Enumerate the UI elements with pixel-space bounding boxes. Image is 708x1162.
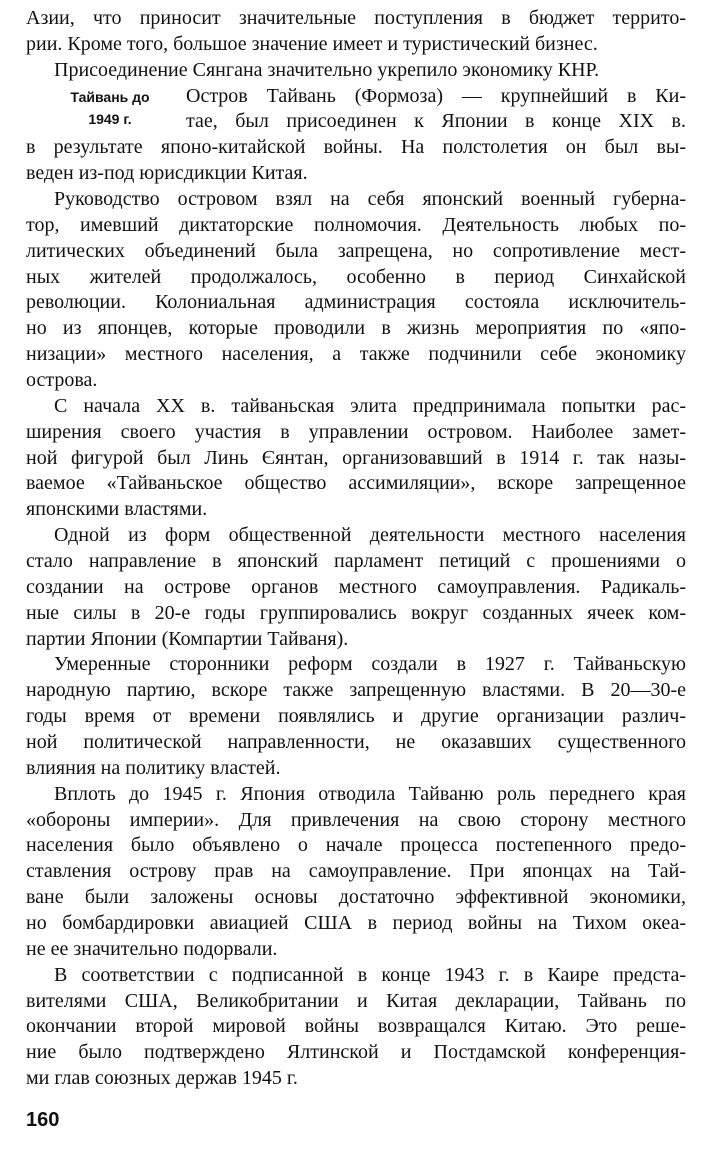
text-line: партии Японии (Компартии Тайваня). — [26, 628, 349, 650]
text-line: В соответствии с подписанной в конце 1943 г. в Каире предста- — [54, 964, 686, 986]
text-line: ных жителей продолжалось, особенно в период Синхайской — [26, 266, 686, 288]
text-line: ване были заложены основы достаточно эффективной экономики, — [26, 886, 686, 908]
text-line: тор, имевший диктаторские полномочия. Деятельность любых по- — [26, 214, 686, 236]
text-line: «обороны империи». Для привлечения на свою сторону местного — [26, 809, 686, 831]
text-line: Остров Тайвань (Формоза) — крупнейший в Ки- — [186, 85, 686, 107]
text-line: ной фигурой был Линь Єянтан, организовавший в 1914 г. так назы- — [26, 447, 686, 469]
text-line: населения было объявлено о начале процесса постепенного предо- — [26, 834, 686, 856]
text-line: влияния на политику властей. — [26, 757, 281, 779]
text-line: ставления острову прав на самоуправление. При японцах на Тай- — [26, 860, 686, 882]
page-number: 160 — [26, 1109, 60, 1131]
text-line: японскими властями. — [26, 498, 208, 520]
text-line: Вплоть до 1945 г. Япония отводила Тайваню роль переднего края — [54, 783, 686, 805]
sidenote-line: Тайвань до — [70, 89, 150, 105]
text-line: ваемое «Тайваньское общество ассимиляции», вскоре запрещенное — [26, 472, 686, 494]
text-line: рии. Кроме того, большое значение имеет и туристический бизнес. — [26, 33, 598, 55]
text-line: народную партию, вскоре также запрещенную властями. В 20—30-е — [26, 679, 686, 701]
text-line: Руководство островом взял на себя японский военный губерна- — [54, 188, 686, 210]
text-line: в результате японо-китайской войны. На полстолетия он был вы- — [26, 136, 686, 158]
text-line: Азии, что приносит значительные поступления в бюджет террито- — [26, 7, 686, 29]
sidenote-heading — [40, 86, 180, 130]
text-line: окончании второй мировой войны возвращался Китаю. Это реше- — [26, 1015, 686, 1037]
text-line: тае, был присоединен к Японии в конце XIX в. — [186, 110, 686, 132]
sidenote-line: 1949 г. — [88, 111, 132, 127]
text-line: ние было подтверждено Ялтинской и Постдамской конференция- — [26, 1041, 686, 1063]
text-line: острова. — [26, 369, 98, 391]
text-line: стало направление в японский парламент петиций с прошениями о — [26, 550, 686, 572]
text-line: веден из-под юрисдикции Китая. — [26, 162, 308, 184]
text-line: низации» местного населения, а также подчинили себе экономику — [26, 343, 686, 365]
text-line: вителями США, Великобритании и Китая декларации, Тайвань по — [26, 990, 686, 1012]
text-line: С начала XX в. тайваньская элита предпринимала попытки рас- — [54, 395, 686, 417]
text-line: годы время от времени появлялись и другие организации различ- — [26, 705, 686, 727]
text-line: Одной из форм общественной деятельности местного населения — [54, 524, 686, 546]
text-line: ные силы в 20-е годы группировались вокруг созданных ячеек ком- — [26, 602, 686, 624]
text-line: создании на острове органов местного самоуправления. Радикаль- — [26, 576, 686, 598]
text-line: не ее значительно подорвали. — [26, 938, 278, 960]
text-line: Умеренные сторонники реформ создали в 1927 г. Тайваньскую — [54, 653, 686, 675]
text-line: Присоединение Сянгана значительно укрепило экономику КНР. — [54, 59, 600, 81]
text-line: ширения своего участия в управлении островом. Наиболее замет- — [26, 421, 686, 443]
text-line: революции. Колониальная администрация состояла исключитель- — [26, 291, 686, 313]
text-line: ной политической направленности, не оказавших существенного — [26, 731, 686, 753]
text-line: ми глав союзных держав 1945 г. — [26, 1067, 298, 1089]
text-line: литических объединений была запрещена, но сопротивление мест- — [26, 240, 686, 262]
text-line: но бомбардировки авиацией США в период войны на Тихом океа- — [26, 912, 686, 934]
text-line: но из японцев, которые проводили в жизнь мероприятия по «япо- — [26, 317, 686, 339]
